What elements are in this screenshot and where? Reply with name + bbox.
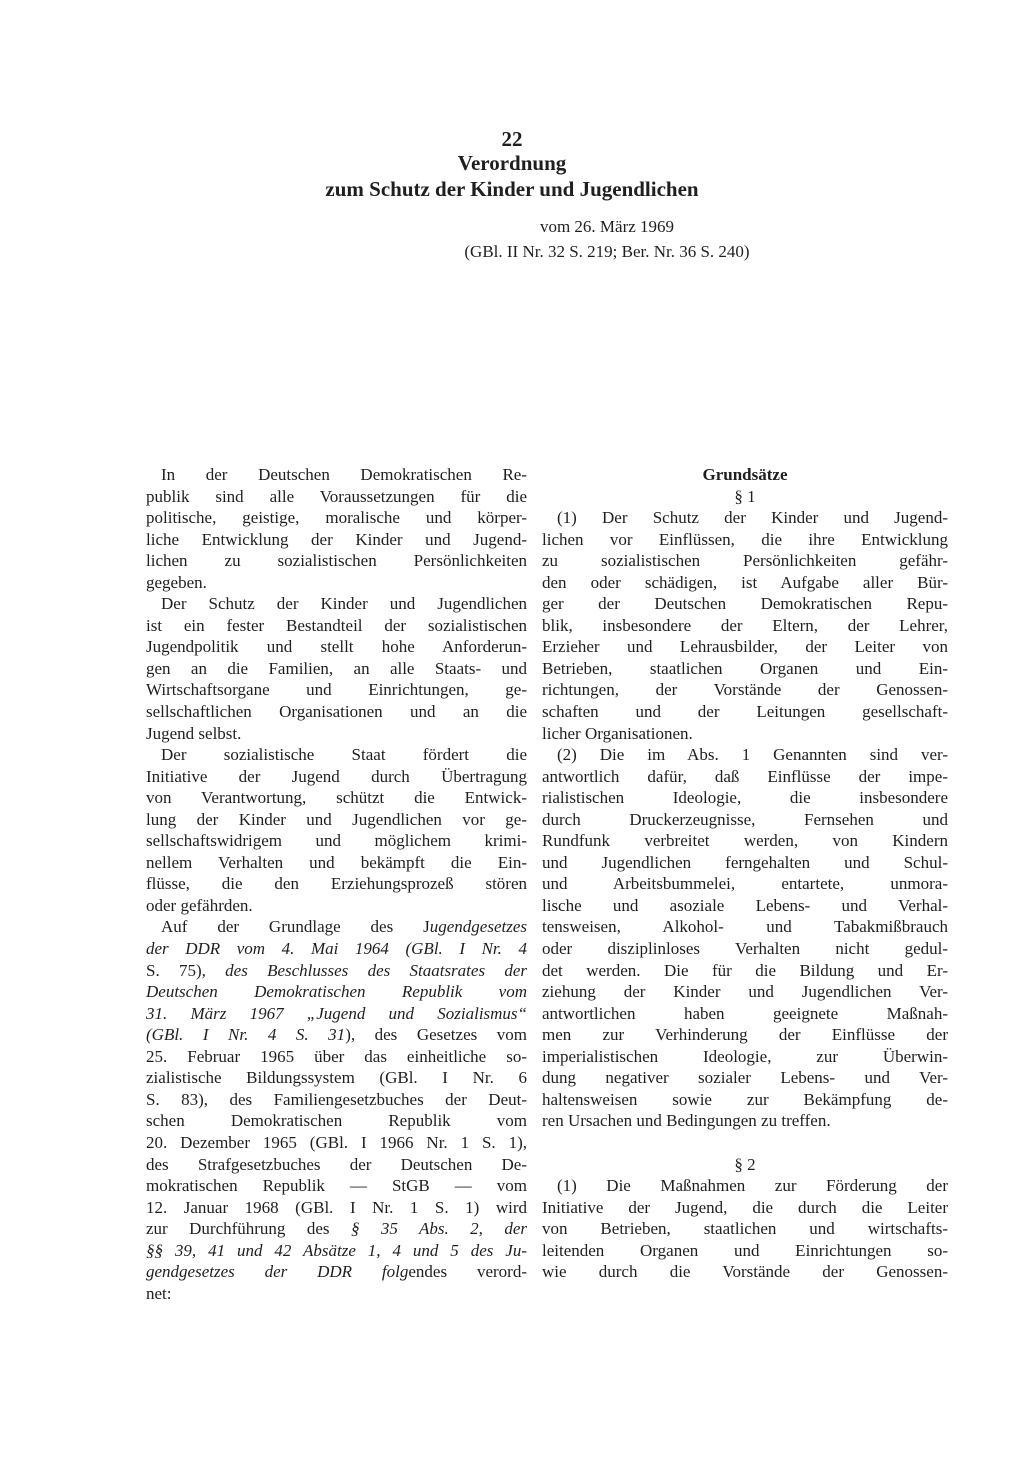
text-line: Jugend selbst. [146,723,242,743]
text-line: men zur Verhinderung der Einflüsse der [542,1025,948,1045]
text-line: und Jugendlichen ferngehalten und Schul- [542,852,948,872]
text-line: oder gefährden. [146,895,253,915]
text-line: ziehung der Kinder und Jugendlichen Ver- [542,982,948,1002]
document-reference: (GBl. II Nr. 32 S. 219; Ber. Nr. 36 S. 240) [464,242,750,261]
document-number: 22 [501,127,523,151]
text-line: Jugendpolitik und stellt hohe Anforderun- [146,637,527,657]
text-line: antwortlichen haben geeignete Maßnah- [542,1003,948,1023]
text-line: gegeben. [146,572,207,592]
text-line: des Strafgesetzbuches der Deutschen De- [146,1154,527,1174]
text-line: lichen zu sozialistischen Persönlichkeiten [146,551,527,571]
text-line: net: [146,1283,172,1303]
text-line: S. 75), des Beschlusses des Staatsrates der [146,960,527,980]
text-line: mokratischen Republik — StGB — vom [146,1176,527,1196]
text-line: Initiative der Jugend, die durch die Leiter [542,1197,948,1217]
text-line: publik sind alle Voraussetzungen für die [146,486,527,506]
text-line: Rundfunk verbreitet werden, von Kindern [542,831,948,851]
text-line: Erzieher und Lehrausbilder, der Leiter von [542,637,948,657]
text-line: schen Demokratischen Republik vom [146,1111,527,1131]
text-line: (1) Der Schutz der Kinder und Jugend- [557,508,948,528]
text-line: Deutschen Demokratischen Republik vom [146,982,527,1002]
text-line: Betrieben, staatlichen Organen und Ein- [542,658,948,678]
text-line: dung negativer sozialer Lebens- und Ver- [542,1068,948,1088]
spacer [542,1132,948,1154]
text-line: 25. Februar 1965 über das einheitliche so- [146,1046,527,1066]
text-line: lische und asoziale Lebens- und Verhal- [542,895,948,915]
text-line: 12. Januar 1968 (GBl. I Nr. 1 S. 1) wird [146,1197,527,1217]
text-line: von Verantwortung, schützt die Entwick- [146,788,527,808]
text-line: der DDR vom 4. Mai 1964 (GBl. I Nr. 4 [146,939,527,959]
paragraph-2-body [542,1175,948,1283]
text-line: nellem Verhalten und bekämpft die Ein- [146,852,527,872]
text-line: (GBl. I Nr. 4 S. 31), des Gesetzes vom [146,1025,527,1045]
section-heading-grundsaetze: Grundsätze [702,465,788,484]
text-line: sellschaftlichen Organisationen und an die [146,702,527,722]
text-line: richtungen, der Vorstände der Genossen- [542,680,948,700]
text-line: det werden. Die für die Bildung und Er- [542,960,948,980]
text-line: Der sozialistische Staat fördert die [161,745,527,765]
text-line: lichen vor Einflüssen, die ihre Entwicklung [542,529,948,549]
text-line: Wirtschaftsorgane und Einrichtungen, ge- [146,680,527,700]
text-line: ger der Deutschen Demokratischen Repu- [542,594,948,614]
text-line: ist ein fester Bestandteil der sozialistischen [146,615,527,635]
text-line: In der Deutschen Demokratischen Re- [161,465,527,484]
text-line: 31. März 1967 „Jugend und Sozialismus“ [146,1003,527,1023]
text-line: gendgesetzes der DDR folgendes verord- [146,1262,527,1282]
text-line: ren Ursachen und Bedingungen zu treffen. [542,1111,831,1131]
text-line: den oder schädigen, ist Aufgabe aller Bür- [542,572,948,592]
paragraph-1-body [542,507,948,1132]
text-line: gen an die Familien, an alle Staats- und [146,658,527,678]
text-line: licher Organisationen. [542,723,693,743]
text-line: Initiative der Jugend durch Übertragung [146,766,527,786]
text-line: S. 83), des Familiengesetzbuches der Deut- [146,1089,527,1109]
text-line: sellschaftswidrigem und möglichem krimi- [146,831,527,851]
text-line: und Arbeitsbummelei, entartete, unmora- [542,874,948,894]
document-title-line1: Verordnung [457,151,567,175]
text-line: (2) Die im Abs. 1 Genannten sind ver- [557,745,948,765]
right-column [542,464,948,1283]
text-line: Der Schutz der Kinder und Jugendlichen [161,594,527,614]
text-line: schaften und der Leitungen gesellschaft- [542,702,948,722]
text-line: (1) Die Maßnahmen zur Förderung der [557,1176,948,1196]
text-line: flüsse, die den Erziehungsprozeß stören [146,874,527,894]
text-line: antwortlich dafür, daß Einflüsse der impe- [542,766,948,786]
document-date: vom 26. März 1969 [539,217,675,236]
text-line: wie durch die Vorstände der Genossen- [542,1262,948,1282]
left-column [146,464,527,1304]
text-line: zu sozialistischen Persönlichkeiten gefähr- [542,551,948,571]
text-line: zur Durchführung des § 35 Abs. 2, der [146,1219,527,1239]
text-line: oder disziplinloses Verhalten nicht gedul- [542,939,948,959]
text-line: tensweisen, Alkohol- und Tabakmißbrauch [542,917,948,937]
paragraph-1-heading: § 1 [734,486,756,506]
text-line: politische, geistige, moralische und körper- [146,508,527,528]
text-line: liche Entwicklung der Kinder und Jugend- [146,529,527,549]
text-line: 20. Dezember 1965 (GBl. I 1966 Nr. 1 S. 1), [146,1132,527,1152]
document-title-line2: zum Schutz der Kinder und Jugendlichen [325,177,699,201]
text-line: von Betrieben, staatlichen und wirtschafts- [542,1219,948,1239]
text-line: blik, insbesondere der Eltern, der Lehrer, [542,615,948,635]
text-line: durch Druckerzeugnisse, Fernsehen und [542,809,948,829]
paragraph-2-heading: § 2 [734,1154,756,1174]
text-line: imperialistischen Ideologie, zur Überwin- [542,1046,948,1066]
text-line: leitenden Organen und Einrichtungen so- [542,1240,948,1260]
text-line: lung der Kinder und Jugendlichen vor ge- [146,809,527,829]
text-line: §§ 39, 41 und 42 Absätze 1, 4 und 5 des Ju- [146,1240,527,1260]
text-line: rialistischen Ideologie, die insbesondere [542,788,948,808]
text-line: zialistische Bildungssystem (GBl. I Nr. 6 [146,1068,527,1088]
text-line: haltensweisen sowie zur Bekämpfung de- [542,1089,948,1109]
text-line: Auf der Grundlage des Jugendgesetzes [161,917,527,937]
